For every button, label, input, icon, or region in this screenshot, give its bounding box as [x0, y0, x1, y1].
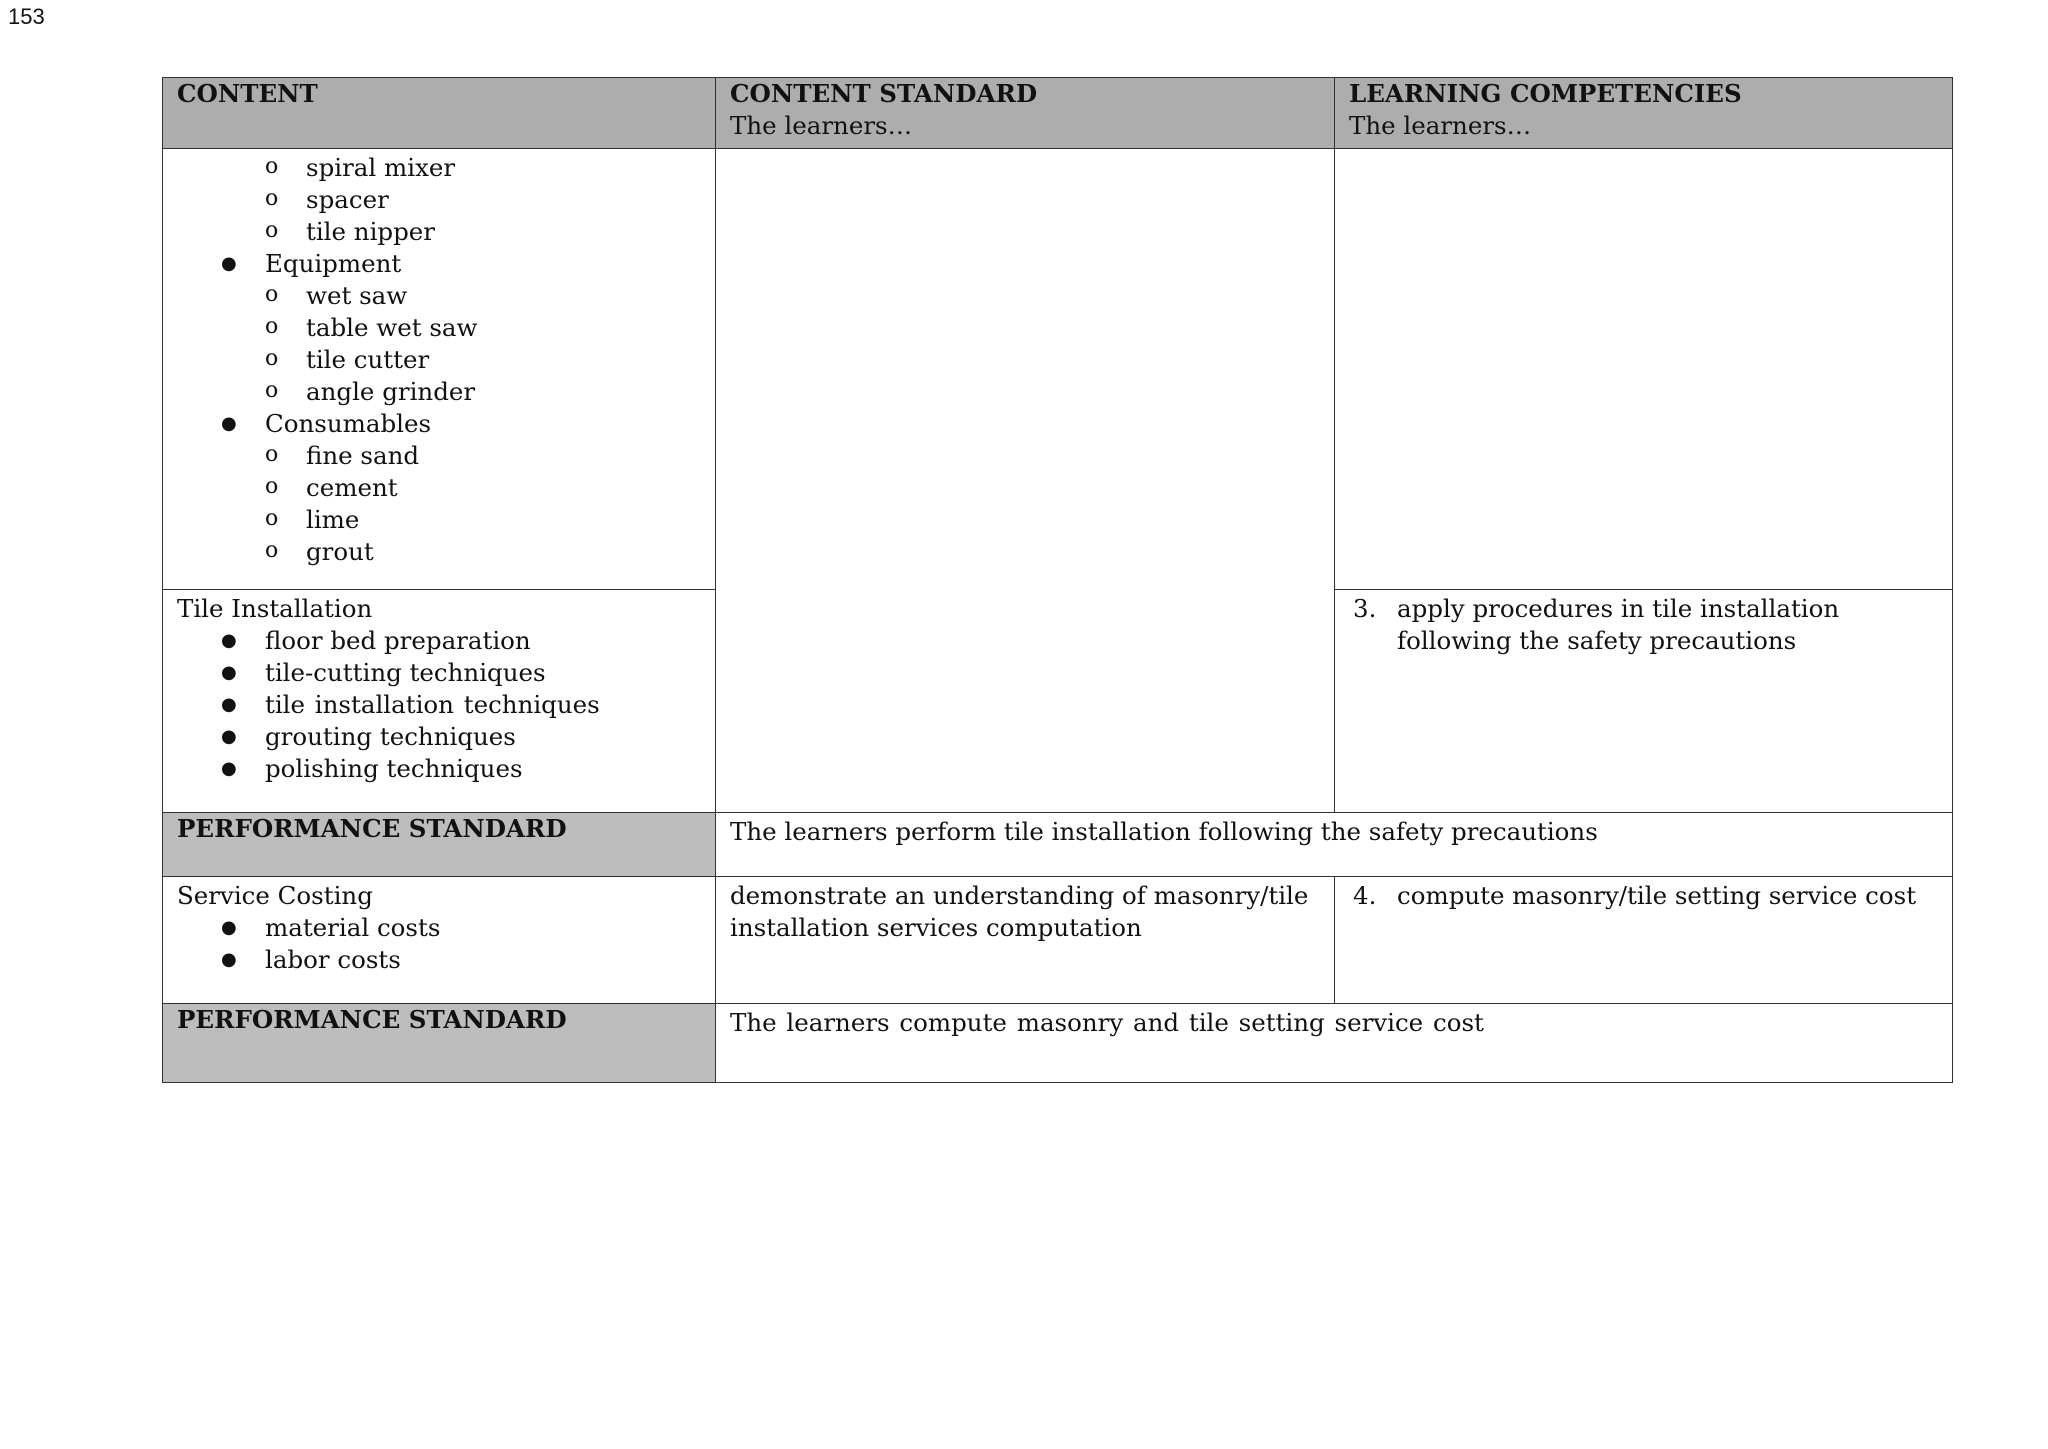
competency-item-4: [1353, 880, 1938, 912]
service-costing-competency-cell: [1335, 877, 1953, 1004]
tool-groups-list: [177, 248, 701, 280]
continued-tools-list: [177, 152, 701, 248]
list-item-equipment: ● Equipment: [177, 248, 701, 280]
list-item: o tile cutter: [177, 344, 701, 376]
tile-installation-list: [177, 625, 701, 785]
header-learning-competencies: [1335, 78, 1953, 149]
list-item: o cement: [177, 472, 701, 504]
service-costing-content-cell: [163, 877, 716, 1004]
header-content-title: CONTENT: [177, 79, 318, 108]
list-item: o tile nipper: [177, 216, 701, 248]
tools-content-cell: [163, 149, 716, 590]
performance-standard-value: The learners compute masonry and tile setting service cost: [730, 1008, 1484, 1037]
competency-text: compute masonry/tile setting service cost: [1397, 881, 1917, 910]
table-row-service-costing: [163, 877, 1953, 1004]
header-content-standard-sub: The learners…: [730, 111, 913, 140]
header-content-standard: [716, 78, 1335, 149]
performance-standard-label: PERFORMANCE STANDARD: [163, 813, 716, 877]
content-standard-text: demonstrate an understanding of masonry/tile installation services computation: [730, 881, 1309, 942]
performance-standard-value: The learners perform tile installation following the safety precautions: [730, 817, 1598, 846]
tile-installation-title: Tile Installation: [177, 594, 373, 623]
curriculum-table: [162, 77, 1953, 1083]
list-item: ● tile installation techniques: [177, 689, 701, 721]
tile-installation-competency-cell: [1335, 590, 1953, 813]
list-item: o lime: [177, 504, 701, 536]
list-item: o fine sand: [177, 440, 701, 472]
header-content: [163, 78, 716, 149]
header-learning-competencies-title: LEARNING COMPETENCIES: [1349, 79, 1742, 108]
competency-number: 3.: [1353, 594, 1377, 623]
table-row-performance-standard-2: [163, 1004, 1953, 1083]
consumables-list: [177, 440, 701, 568]
table-row-performance-standard-1: [163, 813, 1953, 877]
service-costing-list: [177, 912, 701, 976]
performance-standard-text: [716, 813, 1953, 877]
list-item: o angle grinder: [177, 376, 701, 408]
page-number: 153: [8, 4, 45, 29]
list-item: o grout: [177, 536, 701, 568]
competency-item-3: [1353, 593, 1938, 657]
competency-cell-empty: [1335, 149, 1953, 590]
list-item: ● labor costs: [177, 944, 701, 976]
table-header-row: [163, 78, 1953, 149]
performance-standard-text: [716, 1004, 1953, 1083]
equipment-list: [177, 280, 701, 408]
list-item: o wet saw: [177, 280, 701, 312]
competency-number: 4.: [1353, 881, 1377, 910]
table-row-tools: [163, 149, 1953, 590]
list-item: ● grouting techniques: [177, 721, 701, 753]
header-learning-competencies-sub: The learners…: [1349, 111, 1532, 140]
list-item: o spiral mixer: [177, 152, 701, 184]
list-item: o spacer: [177, 184, 701, 216]
service-costing-content-standard-cell: [716, 877, 1335, 1004]
service-costing-title: Service Costing: [177, 881, 373, 910]
list-item: ● floor bed preparation: [177, 625, 701, 657]
header-content-standard-title: CONTENT STANDARD: [730, 79, 1038, 108]
content-standard-cell-empty: [716, 149, 1335, 813]
performance-standard-label: PERFORMANCE STANDARD: [163, 1004, 716, 1083]
competency-text: apply procedures in tile installation following the safety precautions: [1397, 594, 1840, 655]
list-item: ● tile-cutting techniques: [177, 657, 701, 689]
list-item: ● polishing techniques: [177, 753, 701, 785]
list-item: o table wet saw: [177, 312, 701, 344]
tool-groups-list: [177, 408, 701, 440]
tile-installation-content-cell: [163, 590, 716, 813]
list-item: ● material costs: [177, 912, 701, 944]
list-item-consumables: ● Consumables: [177, 408, 701, 440]
